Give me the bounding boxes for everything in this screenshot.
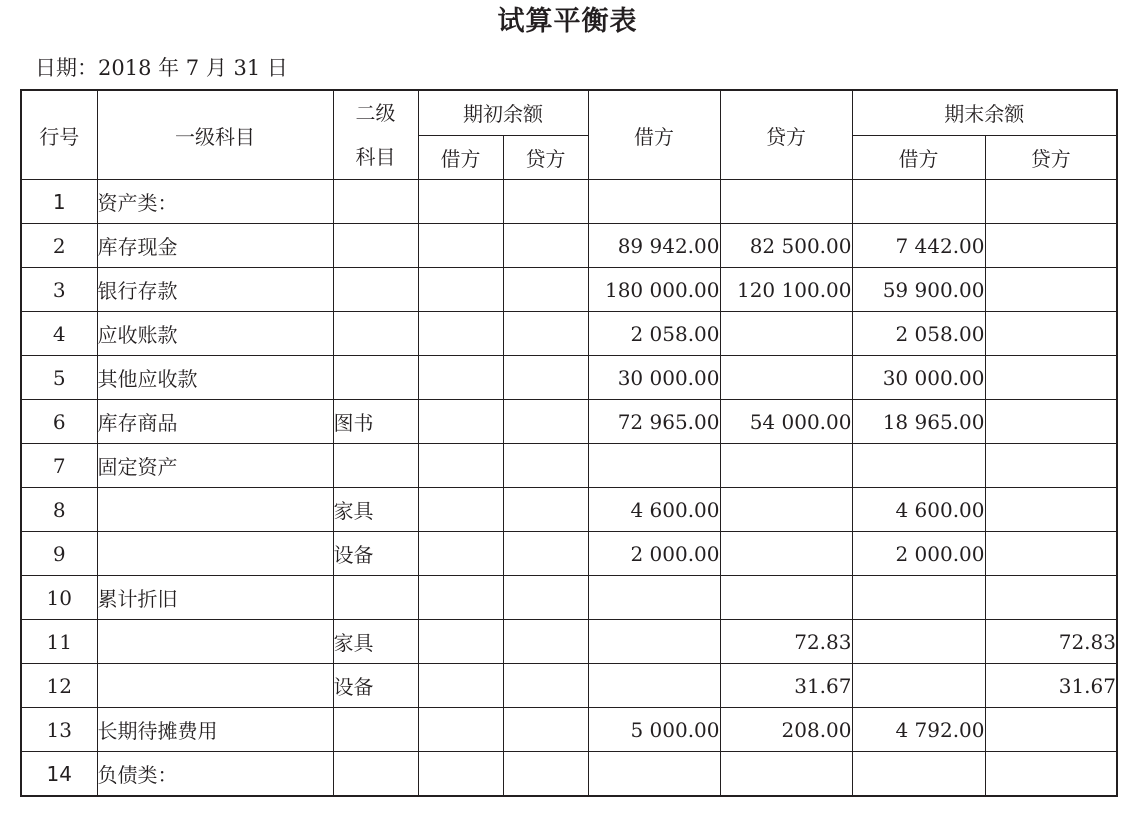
cell-level2-account bbox=[333, 268, 418, 312]
cell-opening-credit bbox=[503, 532, 588, 576]
cell-credit: 208.00 bbox=[720, 708, 852, 752]
cell-level1-account: 银行存款 bbox=[97, 268, 333, 312]
header-opening-balance: 期初余额 bbox=[418, 90, 588, 135]
cell-debit: 89 942.00 bbox=[588, 224, 720, 268]
table-row bbox=[21, 400, 1117, 444]
header-level1-account: 一级科目 bbox=[97, 90, 333, 180]
table-row bbox=[21, 444, 1117, 488]
cell-level1-account bbox=[97, 620, 333, 664]
cell-closing-debit bbox=[852, 752, 985, 797]
cell-closing-credit bbox=[985, 180, 1117, 224]
cell-debit bbox=[588, 664, 720, 708]
cell-debit: 5 000.00 bbox=[588, 708, 720, 752]
cell-level1-account: 累计折旧 bbox=[97, 576, 333, 620]
cell-closing-credit bbox=[985, 576, 1117, 620]
table-row bbox=[21, 312, 1117, 356]
cell-credit: 54 000.00 bbox=[720, 400, 852, 444]
cell-debit bbox=[588, 180, 720, 224]
cell-closing-credit bbox=[985, 752, 1117, 797]
cell-level2-account: 图书 bbox=[333, 400, 418, 444]
cell-opening-credit bbox=[503, 576, 588, 620]
table-row bbox=[21, 268, 1117, 312]
cell-level1-account bbox=[97, 664, 333, 708]
cell-credit: 120 100.00 bbox=[720, 268, 852, 312]
table-row bbox=[21, 532, 1117, 576]
cell-level1-account bbox=[97, 532, 333, 576]
cell-debit: 180 000.00 bbox=[588, 268, 720, 312]
cell-closing-credit bbox=[985, 488, 1117, 532]
cell-row-no: 6 bbox=[21, 400, 97, 444]
cell-closing-debit bbox=[852, 576, 985, 620]
cell-opening-debit bbox=[418, 180, 503, 224]
cell-opening-credit bbox=[503, 312, 588, 356]
table-row bbox=[21, 576, 1117, 620]
cell-opening-credit bbox=[503, 268, 588, 312]
table-row bbox=[21, 752, 1117, 797]
cell-row-no: 5 bbox=[21, 356, 97, 400]
table-row bbox=[21, 620, 1117, 664]
cell-credit bbox=[720, 752, 852, 797]
table-row bbox=[21, 180, 1117, 224]
cell-opening-debit bbox=[418, 268, 503, 312]
cell-opening-debit bbox=[418, 752, 503, 797]
cell-opening-debit bbox=[418, 444, 503, 488]
cell-row-no: 12 bbox=[21, 664, 97, 708]
cell-row-no: 4 bbox=[21, 312, 97, 356]
cell-row-no: 3 bbox=[21, 268, 97, 312]
cell-level1-account: 长期待摊费用 bbox=[97, 708, 333, 752]
cell-opening-credit bbox=[503, 356, 588, 400]
cell-opening-debit bbox=[418, 312, 503, 356]
page-title: 试算平衡表 bbox=[497, 6, 638, 37]
cell-row-no: 10 bbox=[21, 576, 97, 620]
cell-credit bbox=[720, 180, 852, 224]
header-debit: 借方 bbox=[588, 90, 720, 180]
cell-credit: 82 500.00 bbox=[720, 224, 852, 268]
header-credit: 贷方 bbox=[720, 90, 852, 180]
cell-closing-credit bbox=[985, 356, 1117, 400]
cell-closing-credit bbox=[985, 312, 1117, 356]
cell-debit: 4 600.00 bbox=[588, 488, 720, 532]
cell-level1-account: 负债类： bbox=[97, 752, 333, 797]
cell-credit bbox=[720, 356, 852, 400]
table-header bbox=[21, 90, 1117, 180]
cell-opening-debit bbox=[418, 620, 503, 664]
table-row bbox=[21, 224, 1117, 268]
cell-debit: 2 058.00 bbox=[588, 312, 720, 356]
cell-row-no: 1 bbox=[21, 180, 97, 224]
header-closing-balance: 期末余额 bbox=[852, 90, 1117, 135]
header-level2-account bbox=[333, 90, 418, 180]
cell-closing-credit bbox=[985, 444, 1117, 488]
header-opening-debit: 借方 bbox=[418, 135, 503, 180]
cell-opening-credit bbox=[503, 180, 588, 224]
cell-level2-account bbox=[333, 356, 418, 400]
cell-level2-account bbox=[333, 312, 418, 356]
table-body bbox=[21, 180, 1117, 797]
cell-level2-account bbox=[333, 224, 418, 268]
cell-opening-debit bbox=[418, 488, 503, 532]
cell-credit bbox=[720, 312, 852, 356]
cell-level1-account: 库存现金 bbox=[97, 224, 333, 268]
report-date: 日期：2018 年 7 月 31 日 bbox=[35, 56, 288, 80]
cell-closing-credit: 72.83 bbox=[985, 620, 1117, 664]
table-row bbox=[21, 664, 1117, 708]
trial-balance-table bbox=[20, 89, 1118, 797]
header-row-no: 行号 bbox=[21, 90, 97, 180]
cell-closing-debit: 7 442.00 bbox=[852, 224, 985, 268]
cell-opening-credit bbox=[503, 444, 588, 488]
cell-level2-account bbox=[333, 180, 418, 224]
cell-opening-debit bbox=[418, 576, 503, 620]
cell-level2-account bbox=[333, 444, 418, 488]
cell-credit: 31.67 bbox=[720, 664, 852, 708]
cell-closing-debit bbox=[852, 444, 985, 488]
cell-debit bbox=[588, 752, 720, 797]
cell-opening-debit bbox=[418, 532, 503, 576]
cell-row-no: 14 bbox=[21, 752, 97, 797]
cell-closing-credit bbox=[985, 708, 1117, 752]
cell-opening-debit bbox=[418, 664, 503, 708]
cell-opening-credit bbox=[503, 664, 588, 708]
cell-row-no: 13 bbox=[21, 708, 97, 752]
cell-closing-debit: 4 600.00 bbox=[852, 488, 985, 532]
cell-level1-account: 其他应收款 bbox=[97, 356, 333, 400]
cell-closing-credit bbox=[985, 400, 1117, 444]
cell-closing-credit bbox=[985, 532, 1117, 576]
cell-level1-account: 库存商品 bbox=[97, 400, 333, 444]
cell-opening-debit bbox=[418, 224, 503, 268]
header-level2-top: 二级 bbox=[355, 101, 396, 125]
cell-debit bbox=[588, 576, 720, 620]
header-opening-credit: 贷方 bbox=[503, 135, 588, 180]
cell-closing-credit bbox=[985, 224, 1117, 268]
cell-closing-debit: 30 000.00 bbox=[852, 356, 985, 400]
header-closing-credit: 贷方 bbox=[985, 135, 1117, 180]
cell-closing-credit: 31.67 bbox=[985, 664, 1117, 708]
cell-level2-account: 设备 bbox=[333, 532, 418, 576]
cell-closing-debit: 18 965.00 bbox=[852, 400, 985, 444]
cell-debit: 30 000.00 bbox=[588, 356, 720, 400]
cell-credit: 72.83 bbox=[720, 620, 852, 664]
table-row bbox=[21, 708, 1117, 752]
cell-closing-debit bbox=[852, 664, 985, 708]
cell-opening-debit bbox=[418, 400, 503, 444]
cell-level2-account: 家具 bbox=[333, 488, 418, 532]
cell-closing-debit: 4 792.00 bbox=[852, 708, 985, 752]
cell-level2-account: 设备 bbox=[333, 664, 418, 708]
cell-opening-credit bbox=[503, 708, 588, 752]
cell-row-no: 7 bbox=[21, 444, 97, 488]
cell-closing-debit: 2 058.00 bbox=[852, 312, 985, 356]
cell-level2-account bbox=[333, 708, 418, 752]
table-row bbox=[21, 356, 1117, 400]
cell-level2-account bbox=[333, 752, 418, 797]
cell-debit bbox=[588, 620, 720, 664]
cell-closing-debit bbox=[852, 180, 985, 224]
cell-row-no: 8 bbox=[21, 488, 97, 532]
cell-opening-credit bbox=[503, 752, 588, 797]
table-row bbox=[21, 488, 1117, 532]
cell-credit bbox=[720, 576, 852, 620]
cell-debit: 2 000.00 bbox=[588, 532, 720, 576]
cell-credit bbox=[720, 532, 852, 576]
cell-opening-credit bbox=[503, 488, 588, 532]
cell-debit: 72 965.00 bbox=[588, 400, 720, 444]
cell-level1-account: 应收账款 bbox=[97, 312, 333, 356]
cell-level1-account: 固定资产 bbox=[97, 444, 333, 488]
header-level2-bottom: 科目 bbox=[355, 145, 396, 169]
cell-level1-account: 资产类： bbox=[97, 180, 333, 224]
cell-level2-account bbox=[333, 576, 418, 620]
cell-closing-debit: 2 000.00 bbox=[852, 532, 985, 576]
header-closing-debit: 借方 bbox=[852, 135, 985, 180]
cell-credit bbox=[720, 488, 852, 532]
cell-closing-debit: 59 900.00 bbox=[852, 268, 985, 312]
cell-opening-credit bbox=[503, 400, 588, 444]
cell-level1-account bbox=[97, 488, 333, 532]
cell-opening-credit bbox=[503, 620, 588, 664]
cell-row-no: 2 bbox=[21, 224, 97, 268]
cell-credit bbox=[720, 444, 852, 488]
cell-debit bbox=[588, 444, 720, 488]
cell-opening-debit bbox=[418, 356, 503, 400]
cell-opening-debit bbox=[418, 708, 503, 752]
cell-row-no: 11 bbox=[21, 620, 97, 664]
cell-level2-account: 家具 bbox=[333, 620, 418, 664]
cell-row-no: 9 bbox=[21, 532, 97, 576]
cell-closing-debit bbox=[852, 620, 985, 664]
cell-opening-credit bbox=[503, 224, 588, 268]
cell-closing-credit bbox=[985, 268, 1117, 312]
